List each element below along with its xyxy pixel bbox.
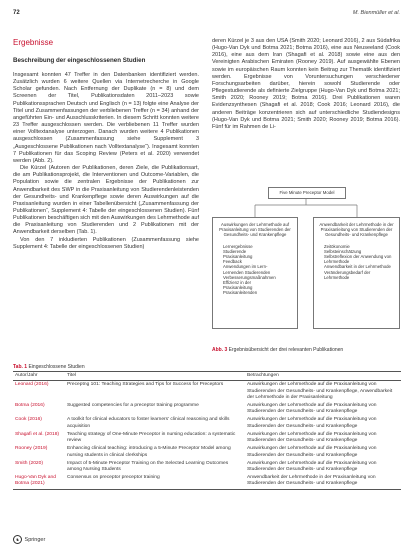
table-cell: Anwendbarkeit der Lehrmethode in der Praxisanleitung von Studierenden der Gesundheits- und Krankenpflege [245,474,401,489]
table-label: Tab. 1 [13,364,28,370]
box-item: Verbesserungsmaßnahmen [223,274,276,280]
box-item: Praxisanleitung [223,254,253,260]
table-row [13,445,401,459]
figure-label: Abb. 3 [212,347,228,353]
section-title: Ergebnisse [13,38,54,47]
table-cell: Auswirkungen der Lehrmethode auf die Praxisanleitung von Studierenden der Gesundheits- und Krankenpflege, Anwendbarkeit der Lehrmethode in der Praxisanleitung [247,382,393,401]
table-cell: Leonard (2016) [15,382,49,388]
box-item: Lernenden Studierenden [223,269,271,275]
springer-horse-icon: ♞ [13,535,22,544]
table-cell: Auswirkungen der Lehrmethode auf die Praxisanleitung von Studierenden der Gesundheits- und Krankenpflege [247,446,377,458]
table-caption-text: Eingeschlossene Studien [28,364,85,370]
table-row [13,417,401,431]
box-item: Studierende [223,248,247,254]
table-cell: A toolkit for clinical educators to foster learners' clinical reasoning and skills acquisition [67,417,230,429]
paragraph: Insgesamt konnten 47 Treffer in den Datenbanken identifiziert werden. Zusätzlich wurden 6 weitere Quellen via Internetrecherche in Google Scholar gefunden. Nach Entfernung der Duplikate (n = 8) und dem Screenen der Titel, Publikationsdaten 2011–2023 sowie Publikationssprachen Deutsch und Englisch (n = 13) folgte eine Analyse der Titel und Zusammenfassungen der verbliebenen Treffer (n = 34) anhand der angeführten Ein- und Ausschlusskriterien. In diesem Schritt konnten weitere 23 Treffer ausgeschlossen werden. Die verbliebenen 11 Treffer wurden einer Volltextanalyse unterzogen. Danach wurden weitere 4 Publikationen ausgeschlossen (Zusammenfassung siehe Supplement 3 „Ausgeschlossene Publikationen nach Volltextanalyse“). Insgesamt konnten 7 Publikationen für das Scoping Review (Peters et al. 2020) verwendet werden (Abb. 2). [13,72,199,164]
publisher-logo [13,535,45,544]
paragraph: Von den 7 inkludierten Publikationen (Zusammenfassung siehe Supplement 4: Tabelle der eingeschlossenen Studien) [13,236,199,250]
box-item: Effizienz in der [223,280,252,286]
table-cell: Auswirkungen der Lehrmethode auf die Praxisanleitung von Studierenden der Gesundheits- und Krankenpflege [247,417,377,429]
box-item: Praxisanleitung [223,285,253,291]
paragraph: deren Kürzel je 3 aus den USA (Smith 2020; Leonard 2016), 2 aus Südafrika (Hugo-Van Dyk und Botma 2021; Botma 2016), eine aus Neuseeland (Cook 2016), eine aus dem Iran (Shagafi et al. 2018) sowie eine aus den Vereinigten Arabischen Emiraten (Rooney 2019). Auf ausgewählte Ebenen sowie im europäischen Raum konnten kein Beitrag zur Thematik identifiziert werden. Ergebnisse von Voruntersuchungen verschiedener Forschungsarbeiten darüber, hierein sowohl Studierende oder Pflegestudierende als definierte Zielgruppe (Hugo-Van Dyk und Botma 2021; Smith 2020; Rooney 2019; Botma 2016). Drei Publikationen waren Evidenzsynthesen (Shagafi et al. 2018; Cook 2016; Leonard 2016), die anderen Beiträge konzentrieren sich auf unterschiedliche Studiendesigns (Hugo-Van Dyk und Botma 2021; Smith 2020; Rooney 2019; Botma 2016). Fünf für im Rahmen de Li- [212,38,400,130]
table-cell: Hugo-Van Dyk and Botma (2021) [13,474,65,489]
running-head: M. Bienmüller et al. [352,10,400,16]
box-item: Selbstreflexion der Anwendung von Lehrmethode [324,254,392,265]
table-header-row [13,372,401,381]
table-cell: Preceptng 101: Teaching Strategies and Tips for Success for Preceptors [67,382,224,388]
studies-table [13,371,401,490]
table-row [13,460,401,474]
box-item: Praxisanleitenden [223,290,258,296]
left-column [13,72,199,251]
table-cell: Shagafi et al. (2018) [15,431,60,437]
table-cell: Auswirkungen der Lehrmethode auf die Praxisanleitung von Studierenden der Gesundheits- und Krankenpflege [247,431,377,444]
table-cell: Botma (2016) [15,403,45,409]
table-cell: Suggested competencies for a preceptor training programme [67,403,199,409]
effects-box [212,217,298,329]
table-cell: Rooney (2019) [15,446,48,452]
box-item: Feedback [223,259,242,265]
table-cell: Smith (2020) [15,460,43,466]
figure-caption [212,347,343,353]
table-row [13,474,401,489]
box-item: Anwendbarkeit in der Lehrmethode [324,264,391,270]
box-heading: Auswirkungen der Lehrmethode auf Praxisanleitung von Studierenden der Gesundheits- und Krankenpflege [219,222,291,238]
figure-diagram [212,183,400,341]
page-number: 72 [13,10,20,16]
table-cell: Teaching strategy of One-Minute Preceptor in nursing education: a systematic review [67,431,236,444]
table-cell: Auswirkungen der Lehrmethode auf die Praxisanleitung von Studierenden der Gesundheits- und Krankenpflege [247,403,377,415]
box-item: Veränderungsbedarf der Lehrmethode [324,269,371,280]
table-cell: Enhancing clinical teaching: introducing a 5-Minute Preceptor Model among nursing students in clinical clerkships [67,446,231,458]
box-heading: Anwendbarkeit der Lehrmethode in der Praxisanleitung von Studierenden der Gesundheits- und Krankenpflege [319,222,394,238]
table-row [13,402,401,416]
column-header: Titel [65,372,245,381]
box-item: Anwendungen im Lern- [223,264,268,270]
column-header: Autor/Jahr [13,372,65,381]
box-item: Zeitökonomie [324,243,350,249]
box-item: Lernergebnisse [223,243,253,249]
paragraph: Die Kürzel (Autoren der Publikationen, deren Ziele, die Publikationsart, die am Publikationsprojekt, die Interventionen und Outcome-Variablen, die Population sowie die zentralen Ergebnisse der Publikationen zur Anwendbarkeit des SWP in die Praxisanleitung von Studierendenleistenden der Gesundheits- und Krankenpflege sowie deren Auswirkungen auf die Praxisanleitung wurden in einer Tabellenübersicht („Zusammenfassung der Publikationen“, Supplement 4: Tabelle der eingeschlossenen Studien). Fünf Publikationen beschäftigen sich mit den Auswirkungen des Lehrmethode auf die Praxisanleitung von Studierenden und 2 Publikationen mit der Anwendbarkeit derselben (Tab. 1). [13,165,199,236]
subsection-title: Beschreibung der eingeschlossenen Studien [13,57,146,64]
table-cell: Auswirkungen der Lehrmethode auf die Praxisanleitung von Studierenden der Gesundheits- und Krankenpflege [247,460,377,473]
publisher-name: Springer [24,536,46,543]
applicability-box [313,217,400,329]
table-row [13,431,401,445]
table-row [13,381,401,402]
box-item: Selbsteinschätzung [324,248,362,254]
model-box: Five Minute Preceptor Model [268,187,346,199]
table-cell: Cook (2016) [15,417,42,423]
figure-caption-text: Ergebnisübersicht der drei relevanten Publikationen [228,347,344,353]
table-cell: Consensus on preceptor preceptor training [65,474,245,489]
table-cell: Impact of 5-Minute Preceptor Training on the Selected Learning Outcomes among Nursing Students [67,460,229,473]
right-column [212,38,400,131]
table-caption [13,364,85,370]
column-header: Betrachtungen [245,372,401,381]
